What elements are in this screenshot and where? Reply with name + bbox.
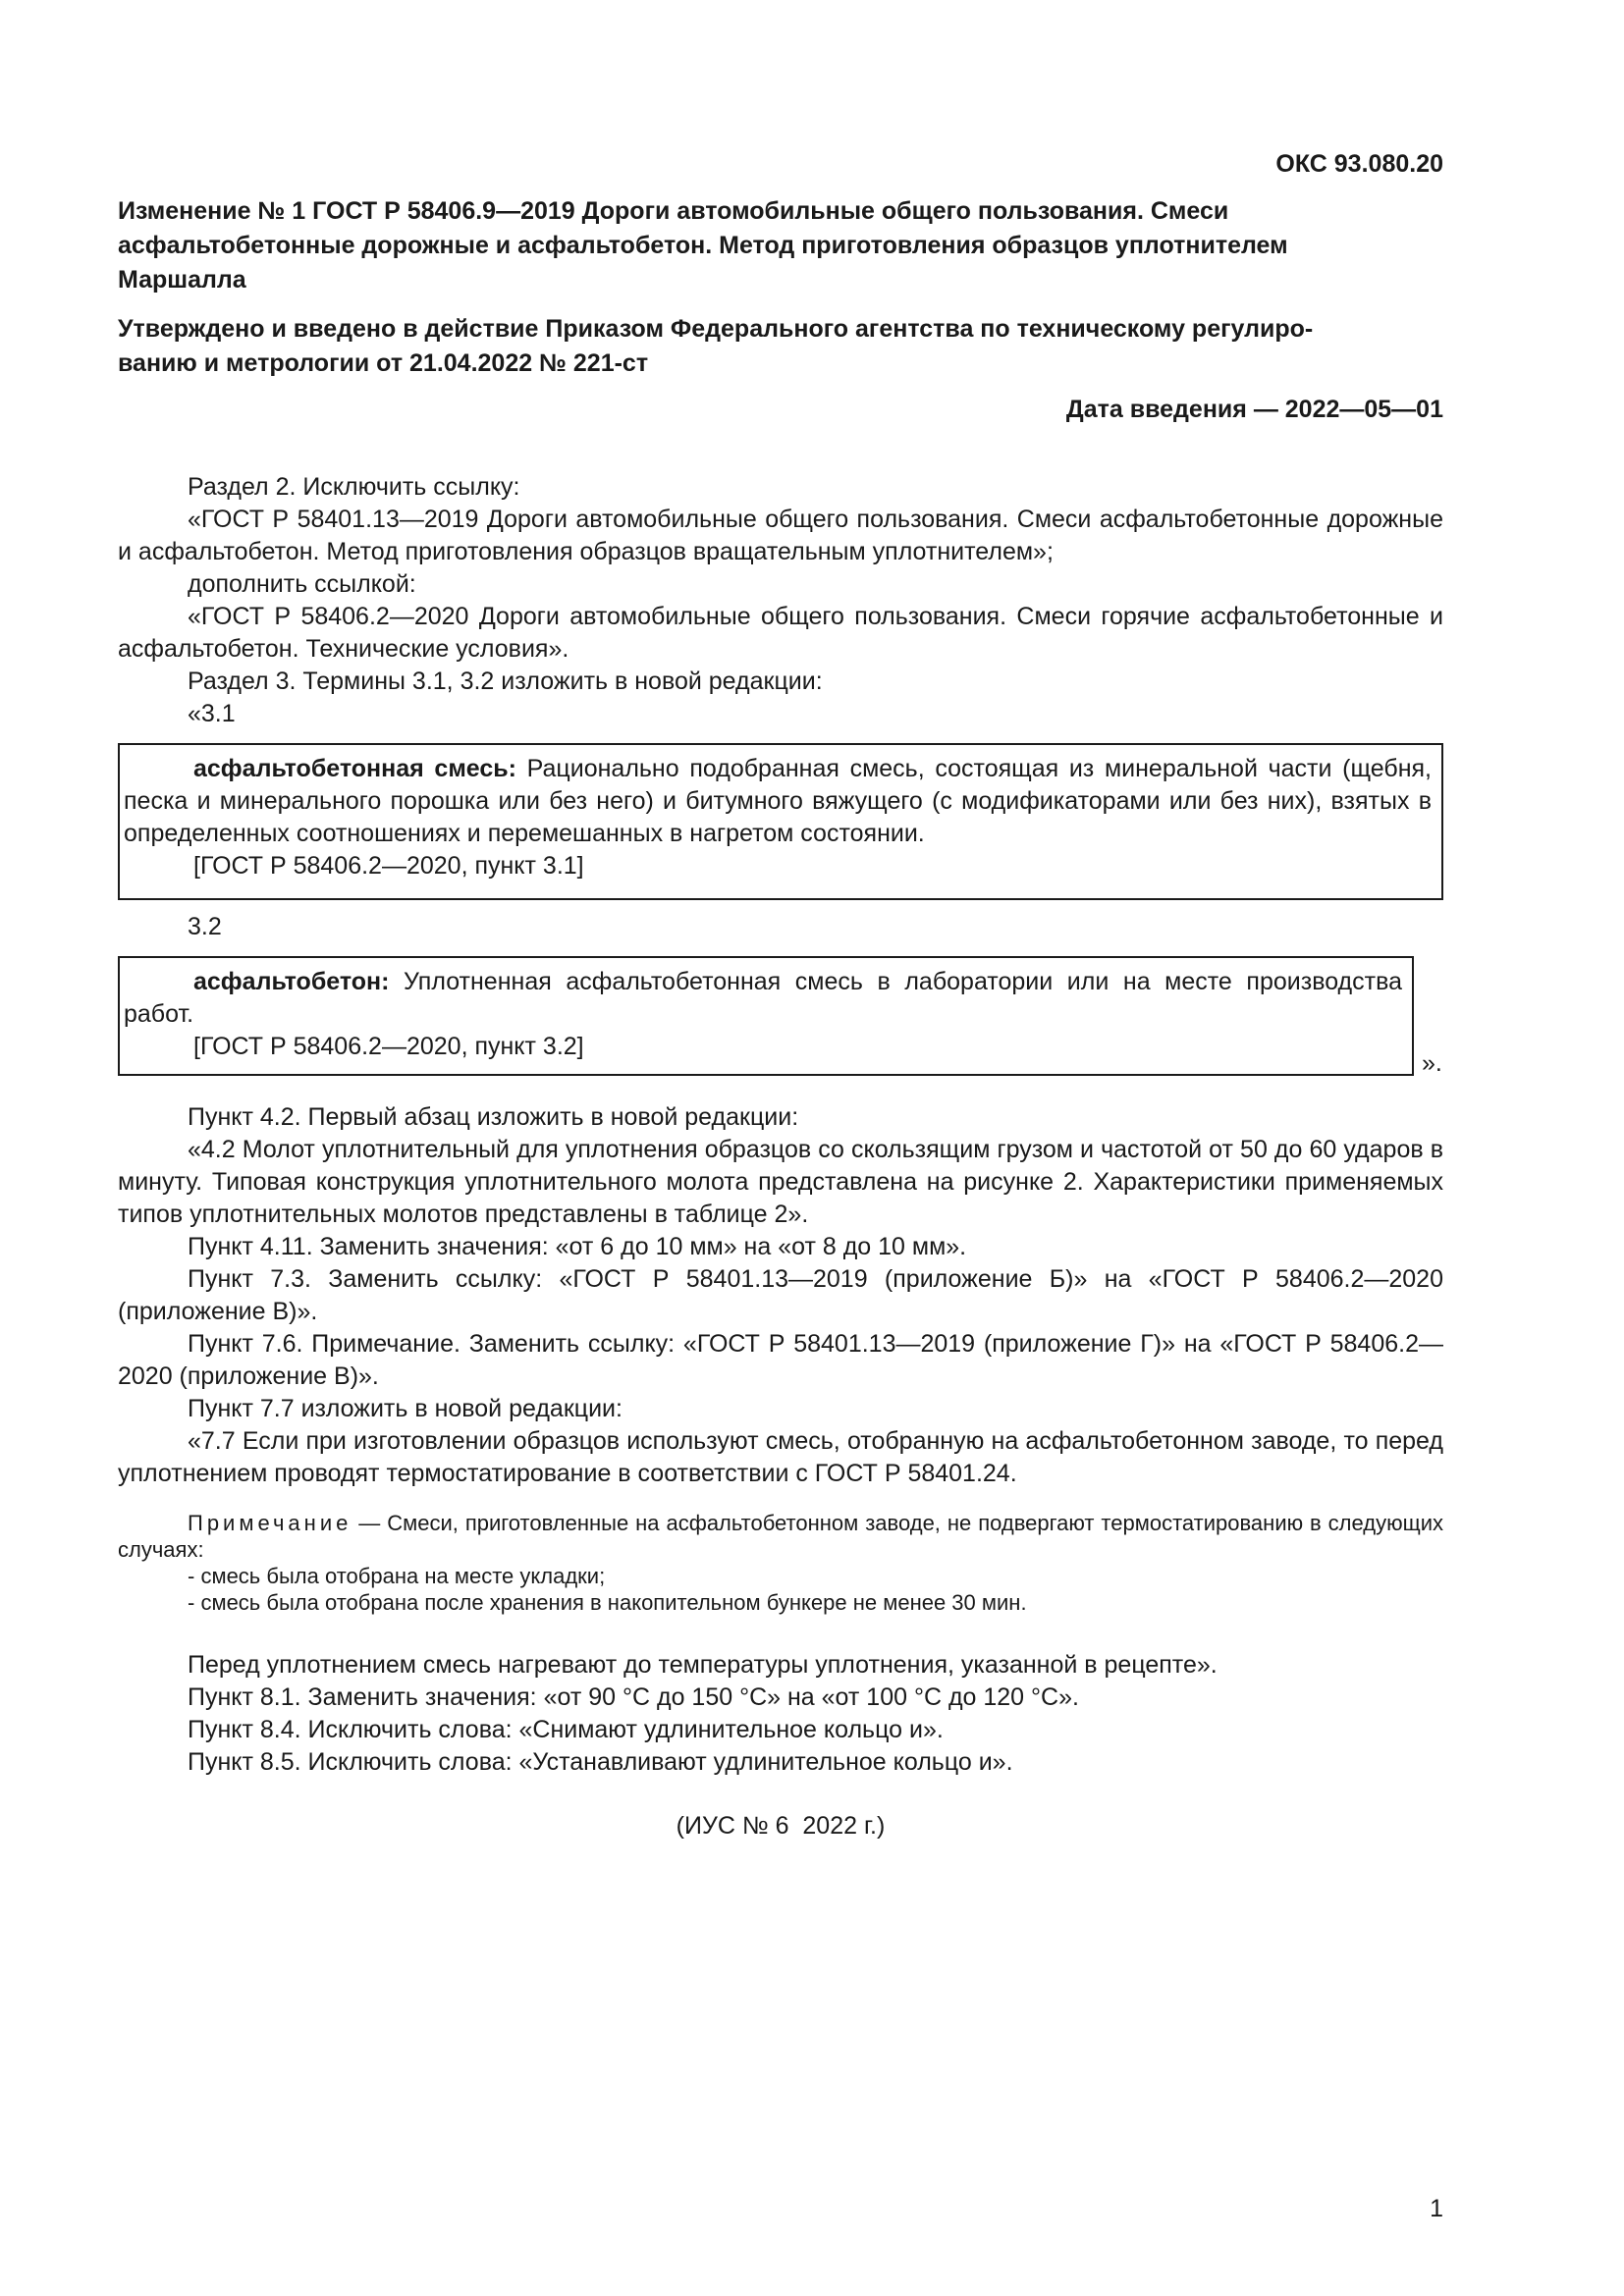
body-paragraph: Пункт 8.4. Исключить слова: «Снимают удлинительное кольцо и». <box>188 1716 944 1743</box>
term-3-1-name: асфальтобетонная смесь: <box>193 755 516 782</box>
title-line-3: Маршалла <box>118 266 246 294</box>
body-paragraph: «3.1 <box>188 700 236 727</box>
body-paragraph: Раздел 3. Термины 3.1, 3.2 изложить в новой редакции: <box>188 667 823 695</box>
approval-statement <box>118 312 1443 381</box>
term-3-2-box <box>118 956 1414 1076</box>
effective-date-block <box>118 393 1443 427</box>
body-paragraph: Пункт 7.3. Заменить ссылку: «ГОСТ Р 58401.13—2019 (приложение Б)» на «ГОСТ Р 58406.2—2020 (приложение В)». <box>118 1265 1443 1325</box>
term-3-2-number: 3.2 <box>188 913 222 940</box>
body-paragraph: Пункт 7.6. Примечание. Заменить ссылку: «ГОСТ Р 58401.13—2019 (приложение Г)» на «ГОСТ Р 58406.2—2020 (приложение В)». <box>118 1330 1443 1390</box>
body-paragraph: Пункт 4.2. Первый абзац изложить в новой редакции: <box>188 1103 799 1131</box>
note-paragraph <box>118 1510 1443 1563</box>
body-paragraph: Перед уплотнением смесь нагревают до температуры уплотнения, указанной в рецепте». <box>188 1651 1218 1679</box>
approval-line-2: ванию и метрологии от 21.04.2022 № 221-ст <box>118 349 649 377</box>
term-3-1-text: Рационально подобранная смесь, состоящая из минеральной части (щебня, песка и минерального порошка или без него) и битумного вяжущего (с модификаторами или без них), взятых в определенных соотношениях и перемешанных в нагретом состоянии. <box>124 755 1432 847</box>
title-line-1: Изменение № 1 ГОСТ Р 58406.9—2019 Дороги автомобильные общего пользования. Смеси <box>118 197 1229 225</box>
term-3-2-source: [ГОСТ Р 58406.2—2020, пункт 3.2] <box>193 1033 584 1060</box>
body-paragraph: «ГОСТ Р 58401.13—2019 Дороги автомобильные общего пользования. Смеси асфальтобетонные дорожные и асфальтобетон. Метод приготовления образцов вращательным уплотнителем»; <box>118 506 1443 565</box>
effective-date: Дата введения — 2022—05—01 <box>1065 396 1443 423</box>
term-3-2-definition <box>124 966 1402 1031</box>
body-paragraph: «4.2 Молот уплотнительный для уплотнения образцов со скользящим грузом и частотой от 50 до 60 ударов в минуту. Типовая конструкция уплотнительного молота представлена на рисунке 2. Характеристики применяемых типов уплотнительных молотов представлены в таблице 2». <box>118 1136 1443 1228</box>
ius-reference: (ИУС № 6 2022 г.) <box>676 1812 886 1840</box>
ius-reference-block <box>118 1810 1443 1842</box>
section-2-changes <box>118 471 1443 730</box>
body-paragraph: Пункт 7.7 изложить в новой редакции: <box>188 1395 623 1422</box>
note-text: — Смеси, приготовленные на асфальтобетонном заводе, не подвергают термостатированию в следующих случаях: <box>118 1511 1443 1562</box>
section-8-changes <box>118 1649 1443 1779</box>
header <box>118 147 1443 182</box>
term-3-2-name: асфальтобетон: <box>193 968 390 995</box>
quote-close: ». <box>1422 1049 1442 1077</box>
note-item: - смесь была отобрана после хранения в накопительном бункере не менее 30 мин. <box>188 1590 1027 1615</box>
page-number: 1 <box>1430 2195 1443 2222</box>
note-block <box>118 1510 1443 1616</box>
term-3-2-text: Уплотненная асфальтобетонная смесь в лаборатории или на месте производства работ. <box>124 968 1402 1028</box>
body-paragraph: Раздел 2. Исключить ссылку: <box>188 473 520 501</box>
term-3-1-box <box>118 743 1443 900</box>
section-4-7-changes <box>118 1101 1443 1490</box>
body-paragraph: Пункт 4.11. Заменить значения: «от 6 до 10 мм» на «от 8 до 10 мм». <box>188 1233 967 1260</box>
body-paragraph: дополнить ссылкой: <box>188 570 416 598</box>
body-paragraph: Пункт 8.5. Исключить слова: «Устанавливают удлинительное кольцо и». <box>188 1748 1013 1776</box>
term-3-1-definition <box>124 753 1432 850</box>
body-paragraph: Пункт 8.1. Заменить значения: «от 90 °С до 150 °С» на «от 100 °С до 120 °С». <box>188 1683 1079 1711</box>
oks-code: ОКС 93.080.20 <box>1275 150 1443 178</box>
note-item: - смесь была отобрана на месте укладки; <box>188 1564 606 1588</box>
note-label: Примечание <box>188 1511 352 1535</box>
amendment-title <box>118 194 1443 297</box>
title-line-2: асфальтобетонные дорожные и асфальтобетон. Метод приготовления образцов уплотнителем <box>118 232 1288 259</box>
term-3-2-number-block <box>118 911 1443 943</box>
approval-line-1: Утверждено и введено в действие Приказом Федерального агентства по техническому регулиро- <box>118 315 1314 343</box>
body-paragraph: «7.7 Если при изготовлении образцов используют смесь, отобранную на асфальтобетонном заводе, то перед уплотнением проводят термостатирование в соответствии с ГОСТ Р 58401.24. <box>118 1427 1443 1487</box>
term-3-1-source: [ГОСТ Р 58406.2—2020, пункт 3.1] <box>193 852 584 880</box>
body-paragraph: «ГОСТ Р 58406.2—2020 Дороги автомобильные общего пользования. Смеси горячие асфальтобетонные и асфальтобетон. Технические условия». <box>118 603 1443 663</box>
